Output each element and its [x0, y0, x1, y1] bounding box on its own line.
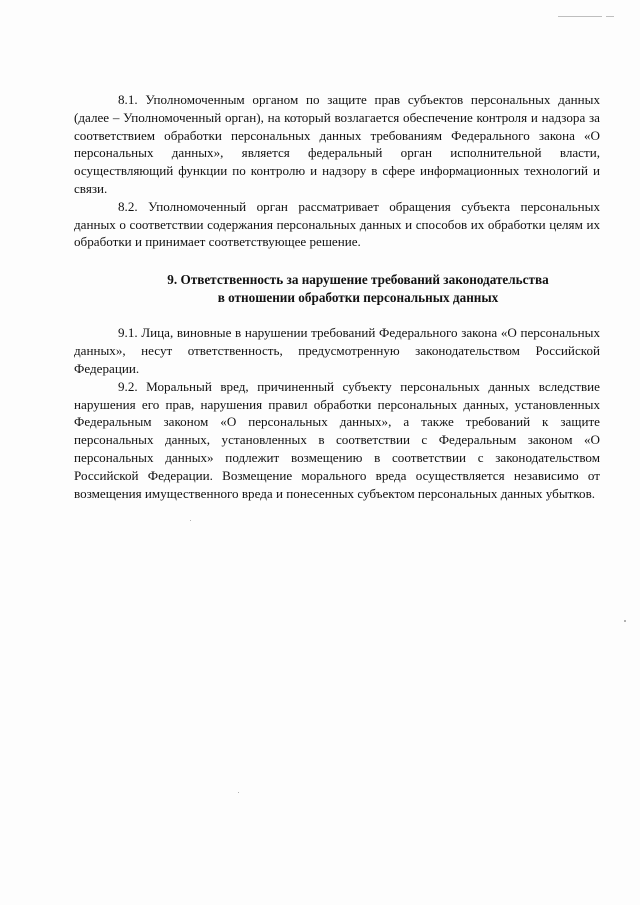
section-9-heading — [74, 271, 600, 306]
scan-mark — [606, 16, 614, 17]
paragraph-9-2: 9.2. Моральный вред, причиненный субъекту персональных данных вследствие нарушения его прав, нарушения правил обработки персональных данных, установленных Федеральным законом «О персональных данных», а также требований к защите персональных данных, установленных в соответствии с Федеральным законом «О персональных данных» подлежит возмещению в соответствии с законодательством Российской Федерации. Возмещение морального вреда осуществляется независимо от возмещения имущественного вреда и понесенных субъектом персональных данных убытков. — [74, 378, 600, 501]
document-body — [74, 91, 600, 502]
scan-mark — [558, 16, 602, 17]
paragraph-8-2: 8.2. Уполномоченный орган рассматривает обращения субъекта персональных данных о соответствии содержания персональных данных и способов их обработки целям их обработки и принимает соответствующее решение. — [74, 198, 600, 250]
paragraph-9-1: 9.1. Лица, виновные в нарушении требований Федерального закона «О персональных данных», несут ответственность, предусмотренную законодательством Российской Федерации. — [74, 325, 600, 376]
paragraph-8-1: 8.1. Уполномоченным органом по защите прав субъектов персональных данных (далее – Уполномоченный орган), на который возлагается обеспечение контроля и надзора за соответствием обработки персональных данных требованиям Федерального закона «О персональных данных», является федеральный орган исполнительной власти, осуществляющий функции по контролю и надзору в сфере информационных технологий и связи. — [74, 92, 600, 196]
section-9-heading-line-2: в отношении обработки персональных данных — [217, 289, 499, 305]
section-9-heading-line-1: 9. Ответственность за нарушение требований законодательства — [167, 272, 549, 288]
scan-speck — [190, 520, 191, 521]
scan-speck — [624, 620, 626, 622]
scan-speck — [238, 792, 239, 793]
